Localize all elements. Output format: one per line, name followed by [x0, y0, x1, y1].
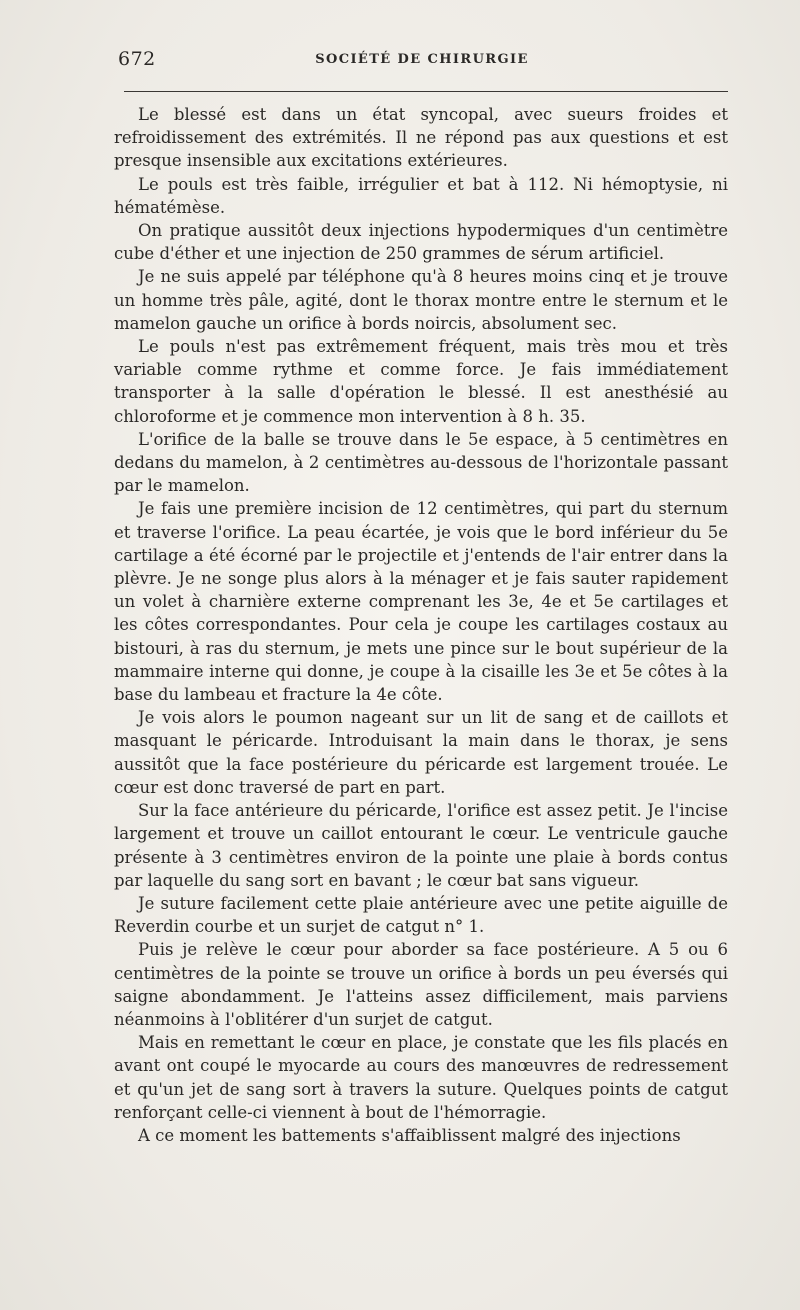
paragraph: Je fais une première incision de 12 centimètres, qui part du sternum et traverse l'orifice. La peau écartée, je vois que le bord inférieur du 5e cartilage a été écorné par le projectile et j'entends de l'air entrer dans la plèvre. Je ne songe plus alors à la ménager et je fais sauter rapidement un volet à charnière externe comprenant les 3e, 4e et 5e cartilages et les côtes correspondantes. Pour cela je coupe les cartilages costaux au bistouri, à ras du sternum, je mets une pince sur le bout supérieur de la mammaire interne qui donne, je coupe à la cisaille les 3e et 5e côtes à la base du lambeau et fracture la 4e côte. [114, 499, 728, 705]
paragraph: L'orifice de la balle se trouve dans le 5e espace, à 5 centimètres en dedans du mamelon, à 2 centimètres au-dessous de l'horizontale passant par le mamelon. [114, 429, 728, 496]
paragraph: Puis je relève le cœur pour aborder sa face postérieure. A 5 ou 6 centimètres de la pointe se trouve un orifice à bords un peu éversés qui saigne abondamment. Je l'atteins assez difficilement, mais parviens néanmoins à l'oblitérer d'un surjet de catgut. [114, 940, 728, 1029]
header-rule [124, 91, 728, 92]
running-title: SOCIÉTÉ DE CHIRURGIE [315, 52, 529, 67]
paragraph: Le pouls n'est pas extrêmement fréquent, mais très mou et très variable comme rythme et comme force. Je fais immédiatement transporter à la salle d'opération le blessé. Il est anesthésié au chloroforme et je commence mon intervention à 8 h. 35. [114, 337, 728, 426]
paragraph: Le blessé est dans un état syncopal, avec sueurs froides et refroidissement des extrémités. Il ne répond pas aux questions et est presque insensible aux excitations extérieures. [114, 105, 728, 171]
paragraph: On pratique aussitôt deux injections hypodermiques d'un centimètre cube d'éther et une injection de 250 grammes de sérum artificiel. [114, 221, 728, 264]
paragraph: Sur la face antérieure du péricarde, l'orifice est assez petit. Je l'incise largement et trouve un caillot entourant le cœur. Le ventricule gauche présente à 3 centimètres environ de la pointe une plaie à bords contus par laquelle du sang sort en bavant ; le cœur bat sans vigueur. [114, 801, 728, 890]
paragraph: Je suture facilement cette plaie antérieure avec une petite aiguille de Reverdin courbe et un surjet de catgut n° 1. [114, 893, 728, 937]
paragraph: Le pouls est très faible, irrégulier et bat à 112. Ni hémoptysie, ni hématémèse. [114, 174, 728, 217]
page-header [116, 48, 728, 72]
page-number: 672 [118, 48, 156, 70]
paragraph: A ce moment les battements s'affaiblissent malgré des injections [138, 1125, 681, 1145]
paragraph: Mais en remettant le cœur en place, je constate que les fils placés en avant ont coupé le myocarde au cours des manœuvres de redressement et qu'un jet de sang sort à travers la suture. Quelques points de catgut renforçant celle-ci viennent à bout de l'hémorragie. [114, 1033, 728, 1122]
paragraph: Je vois alors le poumon nageant sur un lit de sang et de caillots et masquant le péricarde. Introduisant la main dans le thorax, je sens aussitôt que la face postérieure du péricarde est largement trouée. Le cœur est donc traversé de part en part. [114, 708, 728, 797]
paragraph: Je ne suis appelé par téléphone qu'à 8 heures moins cinq et je trouve un homme très pâle, agité, dont le thorax montre entre le sternum et le mamelon gauche un orifice à bords noircis, absolument sec. [114, 267, 728, 333]
body-text [114, 103, 728, 1147]
